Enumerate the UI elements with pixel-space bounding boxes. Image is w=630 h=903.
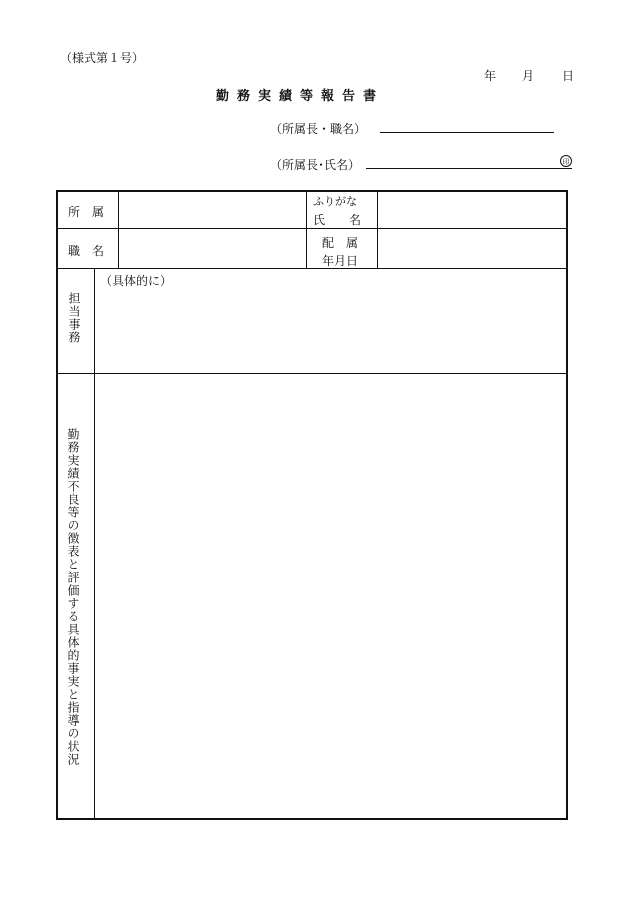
duties-field[interactable] bbox=[95, 290, 566, 372]
performance-field[interactable] bbox=[95, 374, 566, 818]
document-title: 勤務実績等報告書 bbox=[216, 89, 385, 104]
affiliation-field[interactable] bbox=[119, 191, 305, 227]
duties-note: （具体的に） bbox=[100, 274, 173, 288]
supervisor-name-line[interactable] bbox=[366, 168, 572, 169]
supervisor-position-label: （所属長・職名） bbox=[270, 122, 367, 136]
assignment-label: 配 属 bbox=[322, 236, 359, 250]
row-divider-2 bbox=[56, 268, 568, 269]
furigana-label: ふりがな bbox=[313, 195, 357, 208]
col-divider-mid bbox=[306, 190, 307, 268]
form-number: （様式第１号） bbox=[60, 51, 145, 65]
duties-label: 担当事務 bbox=[67, 292, 81, 344]
seal-mark: 印 bbox=[560, 155, 572, 167]
job-title-label: 職 名 bbox=[68, 244, 105, 258]
name-label: 氏 名 bbox=[313, 213, 362, 227]
name-field[interactable] bbox=[378, 191, 566, 227]
supervisor-name-label: （所属長･氏名） bbox=[270, 158, 361, 172]
job-title-field[interactable] bbox=[119, 229, 305, 267]
assignment-date-label: 年月日 bbox=[322, 254, 359, 268]
affiliation-label: 所 属 bbox=[68, 205, 105, 219]
date-month: 月 bbox=[522, 69, 535, 83]
date-year: 年 bbox=[484, 69, 497, 83]
assignment-date-field[interactable] bbox=[378, 229, 566, 267]
performance-label: 勤務実績不良等の徴表と評価する具体的事実と指導の状況 bbox=[66, 428, 80, 766]
supervisor-position-line[interactable] bbox=[380, 132, 554, 133]
date-day: 日 bbox=[562, 69, 575, 83]
